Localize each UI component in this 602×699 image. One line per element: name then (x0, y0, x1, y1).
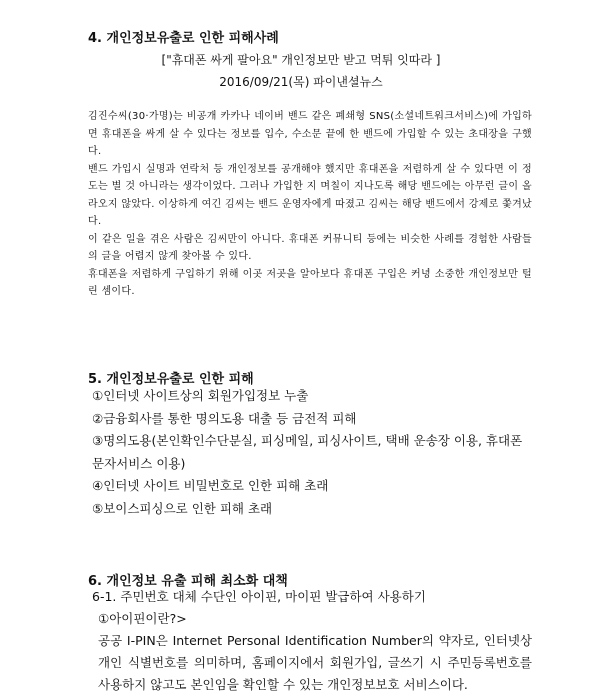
ipin-answer: 공공 I-PIN은 Internet Personal Identification Number의 약자로, 인터넷상 개인 식별번호를 의미하며, 홈페이지에서 회원가입, 글쓰기 시 주민등록번호를 사용하지 않고도 본인임을 확인할 수 있는 개인정보보호 서비스이다. (98, 633, 532, 692)
section-6-body (88, 586, 532, 696)
case-paragraph: 김진수씨(30·가명)는 비공개 카카나 네이버 밴드 같은 폐쇄형 SNS(소셜네트워크서비스)에 가입하면 휴대폰을 싸게 살 수 있다는 정보를 입수, 수소문 끝에 한 밴드에 가입할 수 있는 초대장을 구했다. (88, 111, 532, 157)
list-item: ⑤보이스피싱으로 인한 피해 초래 (92, 500, 273, 516)
case-paragraph: 밴드 가입시 실명과 연락처 등 개인정보를 공개해야 했지만 휴대폰을 저렴하게 살 수 있다면 이 정도는 별 것 아니라는 생각이었다. 그러나 가입한 지 며칠이 지나도록 해당 밴드에는 아무런 글이 올라오지 않았다. 이상하게 여긴 김씨는 밴드 운영자에게 따졌고 김씨는 해당 밴드에서 강제로 쫓겨났다. (88, 163, 532, 227)
case-paragraph: 이 같은 일을 겪은 사람은 김씨만이 아니다. 휴대폰 커뮤니티 등에는 비슷한 사례를 경험한 사람들의 글을 어렵지 않게 찾아볼 수 있다. (88, 233, 532, 262)
subsection-title: 6-1. 주민번호 대체 수단인 아이핀, 마이핀 발급하여 사용하기 (92, 589, 426, 604)
article-title: ["휴대폰 싸게 팔아요" 개인정보만 받고 먹튀 잇따라 ] (161, 53, 441, 67)
article-source: 2016/09/21(목) 파이낸셜뉴스 (219, 75, 383, 89)
list-item: ③명의도용(본인확인수단분실, 피싱메일, 피싱사이트, 택배 운송장 이용, 휴대폰 문자서비스 이용) (92, 433, 523, 471)
section-4-heading: 4. 개인정보유출로 인한 피해사례 (88, 31, 279, 46)
case-paragraph: 휴대폰을 저렴하게 구입하기 위해 이곳 저곳을 알아보다 휴대폰 구입은 커녕 소중한 개인정보만 털린 셈이다. (88, 268, 532, 297)
section-5-heading: 5. 개인정보유출로 인한 피해 (88, 372, 254, 387)
damage-list (88, 385, 532, 520)
section-6-heading: 6. 개인정보 유출 피해 최소화 대책 (88, 574, 288, 589)
case-paragraphs (88, 108, 532, 301)
list-item: ①인터넷 사이트상의 회원가입정보 누출 (92, 388, 309, 403)
list-item: ②금융회사를 통한 명의도용 대출 등 금전적 피해 (92, 410, 357, 426)
ipin-question: ①아이핀이란?> (98, 611, 187, 626)
list-item: ④인터넷 사이트 비밀번호로 인한 피해 초래 (92, 478, 329, 493)
